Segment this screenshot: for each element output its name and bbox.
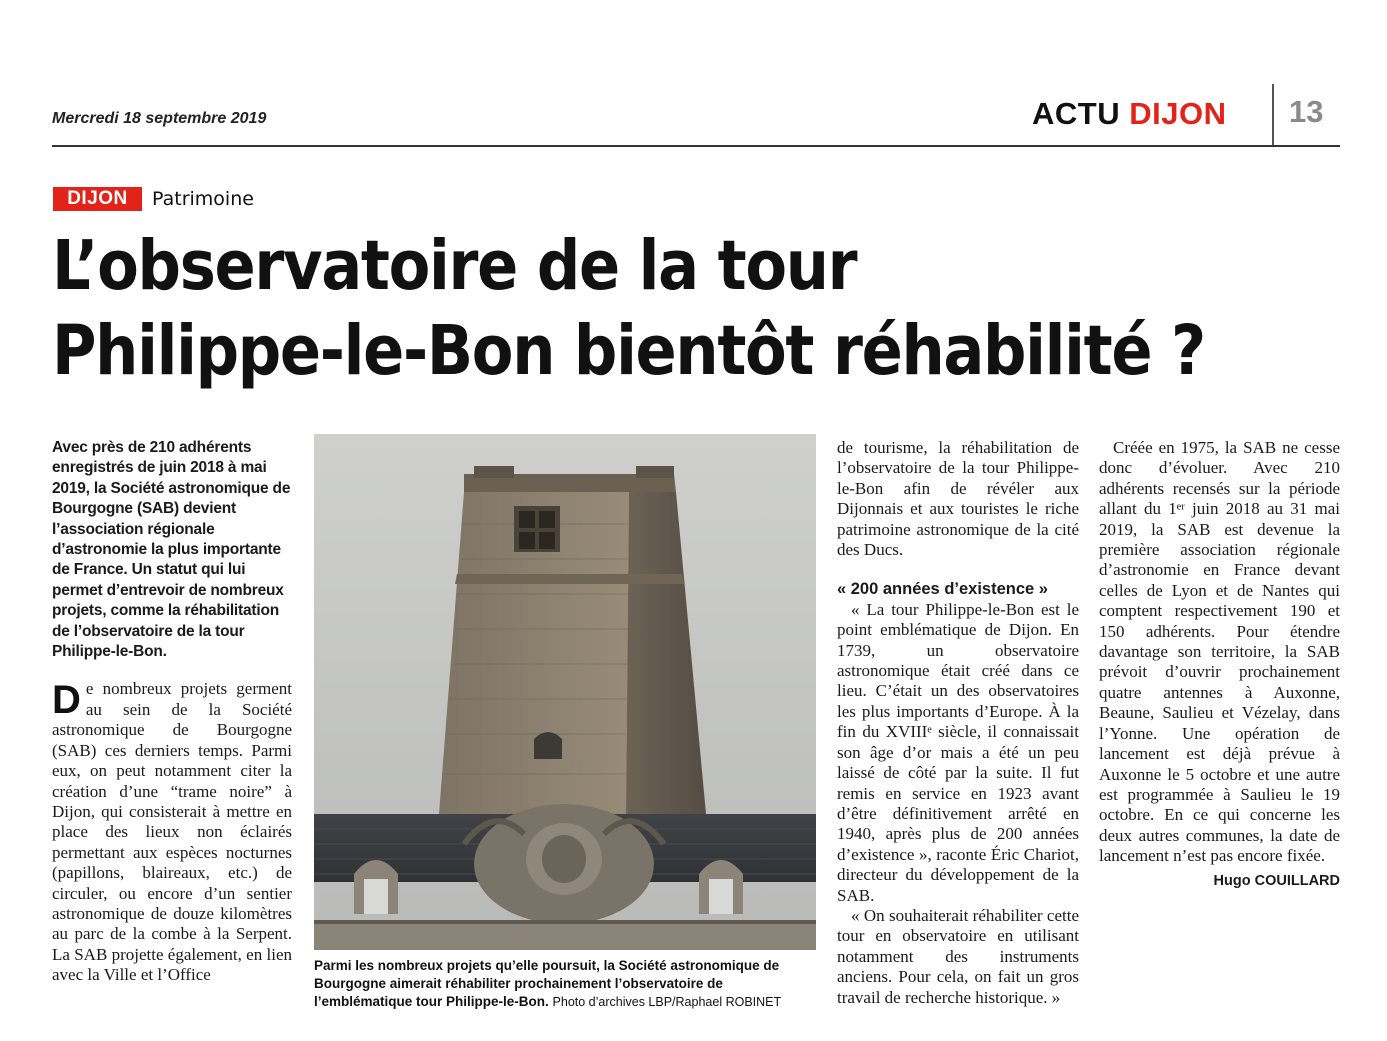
photo-credit: Photo d’archives LBP/Raphael ROBINET bbox=[552, 995, 782, 1009]
page-number: 13 bbox=[1289, 94, 1324, 129]
category-label: Patrimoine bbox=[152, 188, 254, 210]
tower-photo bbox=[314, 434, 816, 950]
article-paragraph-2: « La tour Philippe-le-Bon est le point emblématique de Dijon. En 1739, un observatoire astronomique était créé dans ce lieu. C’était un des observatoires les plus importants d’Europe. À la fin du XVIIIᵉ siècle, il connaissait son âge d’or mais a été un peu laissé de côté par la suite. Il fut remis en service en 1923 avant d’être définitivement arrêté en 1940, après plus de 200 années d’existence », raconte Éric Chariot, directeur du développement de la SAB. bbox=[837, 599, 1079, 905]
article-lead: Avec près de 210 adhérents enregistrés de juin 2018 à mai 2019, la Société astronomique de Bourgogne (SAB) devient l’association régionale d’astronomie la plus importante de France. Un statut qui lui permet d’entrevoir de nombreux projets, comme la réhabilitation de l’observatoire de la tour Philippe-le-Bon. bbox=[52, 439, 291, 661]
section-title-actu: ACTU bbox=[1032, 96, 1121, 131]
headline-line-1: L’observatoire de la tour bbox=[52, 226, 857, 306]
article-column-3 bbox=[837, 438, 1079, 1008]
paragraph-1-text: e nombreux projets germent au sein de la Société astronomique de Bourgogne (SAB) ces derniers temps. Parmi eux, on peut notamment citer la création d’une “trame noire” à Dijon, qui consisterait à mettre en place des lieux non éclairés permettant aux espèces nocturnes (papillons, blaireaux, etc.) de circuler, ou encore d’un sentier astronomique de douze kilomètres au parc de la combe à la Serpent. La SAB projette également, en lien avec la Ville et l’Office bbox=[52, 679, 292, 985]
section-title-dijon: DIJON bbox=[1129, 96, 1227, 131]
issue-date: Mercredi 18 septembre 2019 bbox=[52, 110, 267, 127]
article-headline bbox=[52, 224, 1205, 394]
article-paragraph-3: « On souhaiterait réhabiliter cette tour en observatoire en utilisant notamment des instruments anciens. Pour cela, on fait un gros travail de recherche historique. » bbox=[837, 905, 1079, 1007]
paragraph-1-continued: de tourisme, la réhabilitation de l’observatoire de la tour Philippe-le-Bon afin de révéler aux Dijonnais et aux touristes le riche patrimoine astronomique de la cité des Ducs. bbox=[837, 438, 1079, 560]
caption-text: Parmi les nombreux projets qu’elle poursuit, la Société astronomique de Bourgogne aimerait réhabiliter prochainement l’observatoire de l’emblématique tour Philippe-le-Bon. bbox=[314, 958, 780, 1009]
header-rule bbox=[52, 145, 1340, 147]
tower-illustration bbox=[314, 434, 816, 950]
location-tag: DIJON bbox=[53, 187, 142, 211]
article-paragraph-4: Créée en 1975, la SAB ne cesse donc d’évoluer. Avec 210 adhérents recensés sur la période allant du 1ᵉʳ juin 2018 au 31 mai 2019, la SAB est devenue la première association régionale d’astronomie en France devant celles de Lyon et de Nantes qui comptent respectivement 190 et 150 adhérents. Pour étendre davantage son territoire, la SAB prévoit d’ouvrir prochainement quatre antennes à Auxonne, Beaune, Saulieu et Vézelay, dans l’Yonne. Une opération de lancement est déjà prévue à Auxonne le 5 octobre et une autre est programmée à Saulieu le 19 octobre. En ce qui concerne les deux autres communes, la date de lancement n’est pas encore fixée. bbox=[1099, 438, 1340, 866]
article-subheading: « 200 années d’existence » bbox=[837, 580, 1048, 599]
headline-line-2: Philippe-le-Bon bientôt réhabilité ? bbox=[52, 311, 1205, 391]
article-byline: Hugo COUILLARD bbox=[1213, 872, 1340, 889]
section-title bbox=[1032, 96, 1226, 132]
header-separator bbox=[1272, 84, 1274, 146]
photo-caption bbox=[314, 957, 819, 1011]
article-paragraph-1 bbox=[52, 679, 292, 985]
article-column-4 bbox=[1099, 438, 1340, 891]
drop-cap: D bbox=[52, 678, 81, 723]
article-column-1 bbox=[52, 438, 292, 986]
